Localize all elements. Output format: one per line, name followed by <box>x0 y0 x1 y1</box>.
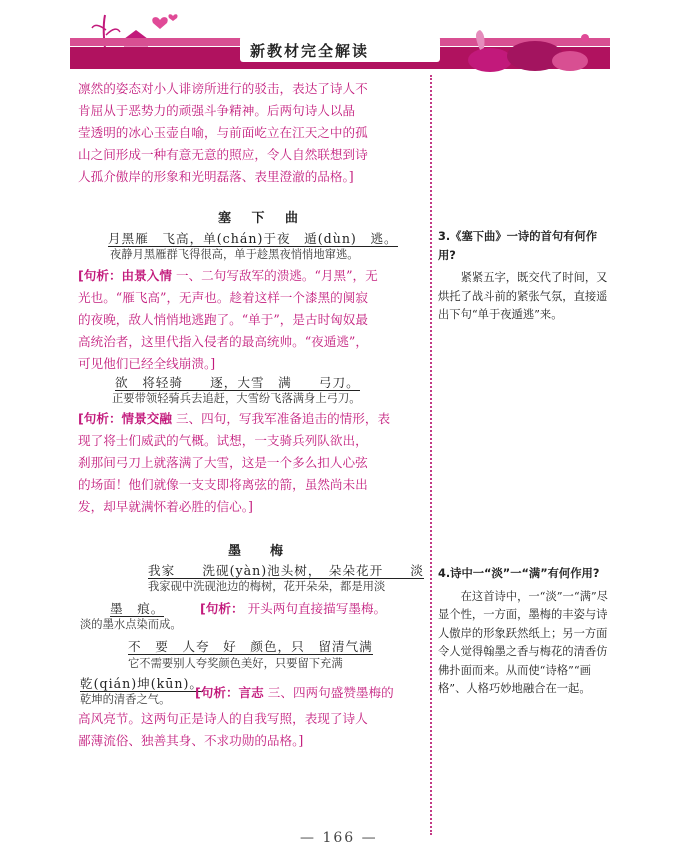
analysis-line: 的场面！他们就像一支支即将离弦的箭，虽然尚未出 <box>78 477 368 492</box>
analysis-line: 发，却早就满怀着必胜的信心。] <box>78 499 253 514</box>
translation-line: 夜静月黑雁群飞得很高，单于趁黑夜悄悄地窜逃。 <box>110 248 359 261</box>
text-line: 凛然的姿态对小人诽谤所进行的驳击，表达了诗人不 <box>78 81 368 96</box>
text-line: 肯屈从于恶势力的顽强斗争精神。后两句诗人以晶 <box>78 103 356 118</box>
poem-line-text: 月黑雁 飞高，单(chán)于夜 遁(dùn) 逃。 <box>108 231 398 246</box>
poem-title: 塞 下 曲 <box>218 211 307 226</box>
analysis-line: 光也。“雁飞高”，无声也。趁着这样一个漆黑的阒寂 <box>78 290 368 305</box>
analysis-text: 三、四两句盛赞墨梅的 <box>267 685 394 700</box>
text-line: 人孤介傲岸的形象和光明磊落、表里澄澈的品格。] <box>78 169 354 184</box>
text-line: 山之间形成一种有意无意的照应，令人自然联想到诗 <box>78 147 368 162</box>
intro-paragraph <box>78 78 424 188</box>
text-line: 莹透明的冰心玉壶自喻，与前面屹立在江天之中的孤 <box>78 125 368 140</box>
analysis-line: 高统治者，这里代指入侵者的最高统帅。“夜遁逃”， <box>78 334 368 349</box>
analysis-line: 现了将士们威武的气概。试想，一支骑兵列队欲出， <box>78 433 368 448</box>
poem-line <box>110 598 164 617</box>
analysis-line: 可见他们已经全线崩溃。] <box>78 356 216 371</box>
analysis-tag: [句析：言志 <box>195 685 264 700</box>
poem-line <box>115 372 360 391</box>
poem-line-text: 欲 将轻骑 逐，大雪 满 弓刀。 <box>115 375 360 390</box>
side-note <box>438 565 614 699</box>
page-number: — 166 — <box>300 830 378 846</box>
analysis-tag: [句析：由景入情 <box>78 268 172 283</box>
side-answer: 在这首诗中，一“淡”一“满”尽显个性，一方面，墨梅的丰姿与诗人傲岸的形象跃然纸上；另一方面令人觉得翰墨之香与梅花的清香仿佛扑面而来。从而使“诗格”“画格”、人格巧妙地融合在一起。 <box>438 589 608 695</box>
side-note <box>438 228 614 325</box>
poem-line-text: 乾(qián)坤(kūn)。 <box>80 676 203 691</box>
poem-line-text: 我家 洗砚(yàn)池头树， 朵朵花开 淡 <box>148 563 424 578</box>
poem-line <box>148 560 424 579</box>
side-answer: 紧紧五字，既交代了时间，又烘托了战斗前的紧张气氛，直接遥出下句“单于夜遁逃”来。 <box>438 271 608 321</box>
analysis-block <box>78 265 424 375</box>
analysis-inline <box>200 598 386 620</box>
column-divider <box>430 75 432 835</box>
analysis-text: 一、二句写敌军的溃逃。“月黑”，无 <box>175 268 378 283</box>
analysis-line <box>78 265 424 287</box>
header-title: 新教材完全解读 <box>250 42 370 60</box>
translation-line: 我家砚中洗砚池边的梅树，花开朵朵，都是用淡 <box>148 580 386 593</box>
side-question: 3.《塞下曲》一诗的首句有何作用? <box>438 230 598 262</box>
analysis-block <box>78 408 424 518</box>
poem-line <box>108 228 398 247</box>
analysis-text: 三、四句，写我军准备追击的情形，表 <box>175 411 391 426</box>
analysis-line: 的夜晚，敌人悄悄地逃跑了。“单于”，是古时匈奴最 <box>78 312 368 327</box>
analysis-line: 刹那间弓刀上就落满了大雪，这是一个多么扣人心弦 <box>78 455 368 470</box>
poem-line <box>128 636 373 655</box>
analysis-tag: [句析：情景交融 <box>78 411 172 426</box>
poem-line-text: 墨 痕。 <box>110 601 165 616</box>
poem-title: 墨 梅 <box>228 544 292 559</box>
side-question: 4.诗中一“淡”一“满”有何作用? <box>438 567 600 580</box>
analysis-line: 高风亮节。这两句正是诗人的自我写照，表现了诗人 <box>78 711 368 726</box>
analysis-line <box>78 408 424 430</box>
translation-line: 它不需要别人夸奖颜色美好，只要留下充满 <box>128 657 343 670</box>
translation-line: 正要带领轻骑兵去追赶，大雪纷飞落满身上弓刀。 <box>112 392 361 405</box>
analysis-block <box>78 708 424 752</box>
translation-line: 淡的墨水点染而成。 <box>80 618 182 631</box>
analysis-tag: [句析： <box>200 601 244 616</box>
poem-line-text: 不 要 人夸 好 颜色，只 留清气满 <box>128 639 373 654</box>
translation-line: 乾坤的清香之气。 <box>80 693 171 706</box>
rabbit-decoration <box>450 28 600 73</box>
analysis-text: 开头两句直接描写墨梅。 <box>247 601 387 616</box>
poem-line <box>80 673 203 692</box>
analysis-inline <box>195 682 394 704</box>
analysis-line: 鄙薄流俗、独善其身、不求功勋的品格。] <box>78 733 304 748</box>
